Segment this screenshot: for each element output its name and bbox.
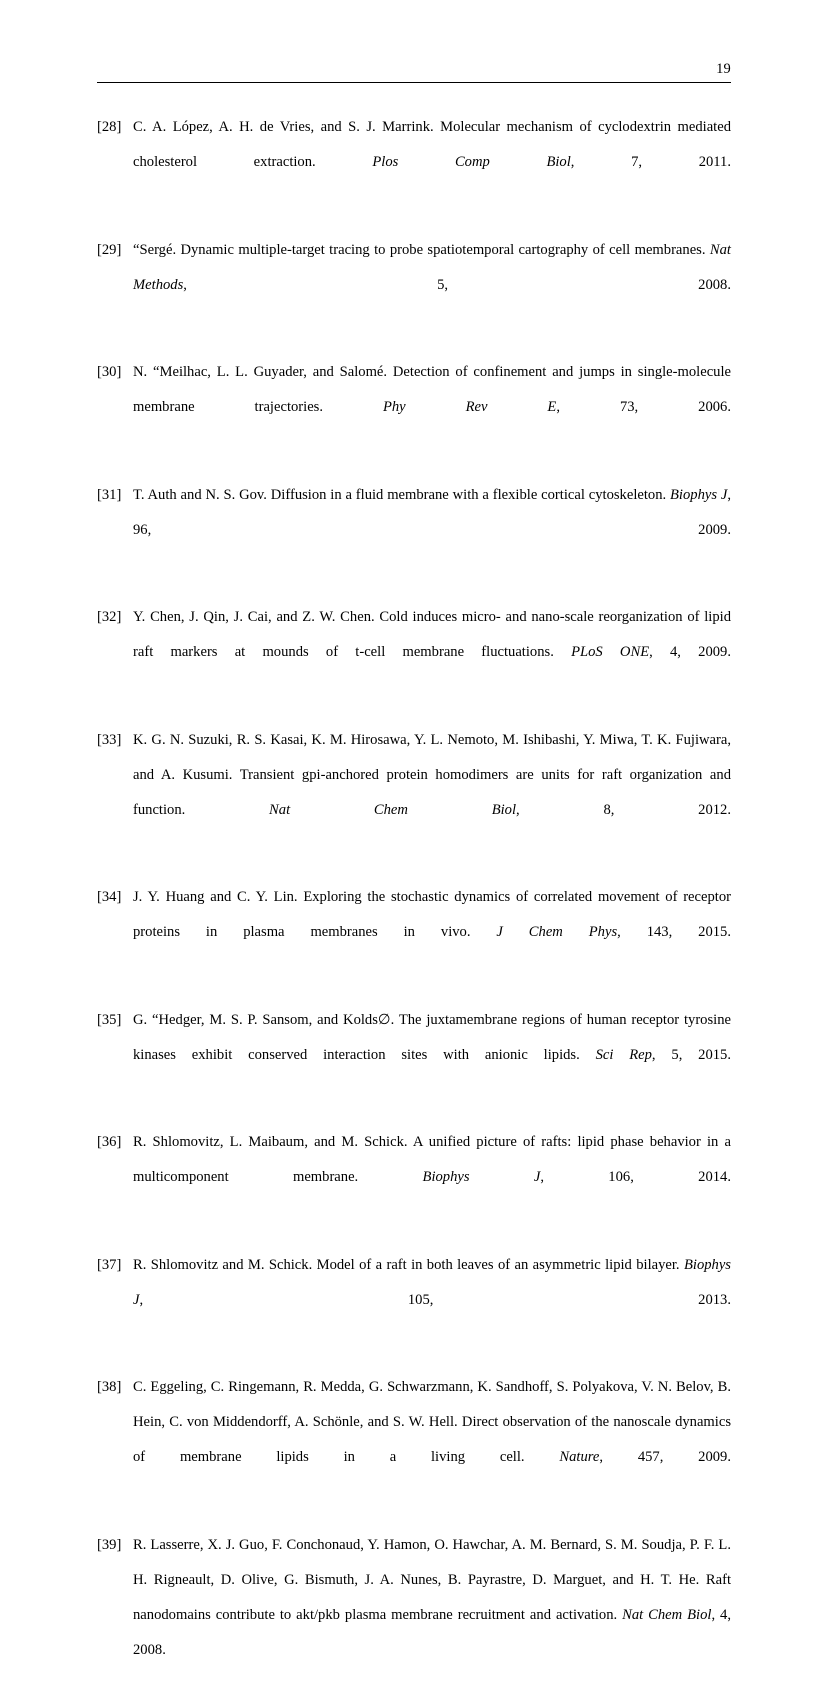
reference-text [133,110,731,215]
reference-number: [36] [97,1134,122,1150]
reference-authors-title: K. G. N. Suzuki, R. S. Kasai, K. M. Hirosawa, Y. L. Nemoto, M. Ishibashi, Y. Miwa, T. K. Fujiwara, and A. Kusumi. Transient gpi-anchored protein homodimers are units for raft organization and function. [133,731,731,818]
reference-journal: Nat Chem Biol [269,801,517,818]
reference-authors-title: C. A. López, A. H. de Vries, and S. J. Marrink. Molecular mechanism of cyclodextrin mediated cholesterol extraction. [133,119,731,170]
reference-volume-year: , 96, 2009. [133,486,731,538]
reference-authors-title: J. Y. Huang and C. Y. Lin. Exploring the stochastic dynamics of correlated movement of receptor proteins in plasma membranes in vivo. [133,889,731,940]
reference-number: [37] [97,1256,122,1273]
bibliography-entry [97,880,731,985]
reference-journal: Nature [559,1449,600,1465]
reference-number: [32] [97,609,122,625]
bibliography-entry [97,1003,731,1108]
reference-number: [33] [97,731,122,748]
reference-volume-year: , 5, 2015. [651,1046,731,1063]
reference-volume-year: , 7, 2011. [570,154,731,170]
reference-text [133,1125,731,1230]
reference-volume-year: , 143, 2015. [617,924,731,940]
reference-journal: Sci Rep [595,1046,652,1063]
reference-authors-title: N. “Meilhac, L. L. Guyader, and Salomé. Detection of confinement and jumps in single-molecule membrane trajectories. [133,364,731,415]
reference-authors-title: C. Eggeling, C. Ringemann, R. Medda, G. Schwarzmann, K. Sandhoff, S. Polyakova, V. N. Belov, B. Hein, C. von Middendorff, A. Schönle, and S. W. Hell. Direct observation of the nanoscale dynamics of membrane lipids in a living cell. [133,1379,731,1465]
reference-text [133,880,731,985]
reference-authors-title: G. “Hedger, M. S. P. Sansom, and Kolds∅. The juxtamembrane regions of human receptor tyrosine kinases exhibit conserved interaction sites with anionic lipids. [133,1011,731,1063]
reference-volume-year: , 4, 2009. [649,644,732,660]
reference-journal: Phy Rev E [382,399,557,415]
reference-volume-year: , 73, 2006. [556,399,731,415]
reference-journal: Nat Methods [133,241,731,293]
reference-journal: Nat Chem Biol [622,1606,712,1623]
reference-text [133,1003,731,1108]
bibliography-entry [97,110,731,215]
bibliography-entry [97,233,731,338]
reference-authors-title: R. Shlomovitz and M. Schick. Model of a raft in both leaves of an asymmetric lipid bilayer. [133,1256,684,1273]
reference-number: [35] [97,1011,122,1028]
reference-authors-title: R. Shlomovitz, L. Maibaum, and M. Schick. A unified picture of rafts: lipid phase behavior in a multicomponent membrane. [133,1134,731,1185]
bibliography-entry [97,600,731,705]
reference-journal: Biophys J [670,486,728,503]
reference-number: [28] [97,119,122,135]
reference-text [133,723,731,863]
reference-number: [31] [97,486,122,503]
page-header [97,60,731,83]
reference-text [133,1370,731,1510]
bibliography-entry [97,1370,731,1510]
reference-authors-title: “Sergé. Dynamic multiple-target tracing to probe spatiotemporal cartography of cell membranes. [133,241,710,258]
reference-number: [39] [97,1536,122,1553]
reference-text [133,478,731,583]
bibliography-list [97,110,731,1703]
reference-authors-title: T. Auth and N. S. Gov. Diffusion in a fluid membrane with a flexible cortical cytoskeleton. [133,486,670,503]
reference-volume-year: , 106, 2014. [540,1169,731,1185]
reference-volume-year: , 5, 2008. [183,276,731,293]
bibliography-entry [97,478,731,583]
reference-journal: Biophys J [133,1256,731,1308]
reference-volume-year: , 105, 2013. [139,1291,731,1308]
bibliography-entry [97,355,731,460]
reference-journal: Plos Comp Biol [372,154,571,170]
bibliography-entry [97,1125,731,1230]
reference-text [133,233,731,338]
reference-number: [29] [97,241,122,258]
reference-number: [34] [97,889,122,905]
reference-journal: Biophys J [422,1169,541,1185]
reference-volume-year: , 457, 2009. [599,1449,731,1465]
header-rule [97,82,731,83]
reference-text [133,1248,731,1353]
reference-volume-year: , 8, 2012. [516,801,731,818]
reference-text [133,1528,731,1703]
bibliography-entry [97,1248,731,1353]
reference-volume-year: , 4, 2008. [133,1606,731,1658]
page-number: 19 [716,61,731,77]
reference-authors-title: R. Lasserre, X. J. Guo, F. Conchonaud, Y. Hamon, O. Hawchar, A. M. Bernard, S. M. Soudja, P. F. L. H. Rigneault, D. Olive, G. Bismuth, J. A. Nunes, B. Payrastre, D. Marguet, and H. T. He. Raft nanodomains contribute to akt/pkb plasma membrane recruitment and activation. [133,1536,731,1623]
reference-authors-title: Y. Chen, J. Qin, J. Cai, and Z. W. Chen. Cold induces micro- and nano-scale reorganization of lipid raft markers at mounds of t-cell membrane fluctuations. [133,609,731,660]
bibliography-entry [97,1528,731,1703]
reference-text [133,355,731,460]
reference-journal: PLoS ONE [571,644,650,660]
bibliography-entry [97,723,731,863]
reference-journal: J Chem Phys [496,924,618,940]
reference-number: [30] [97,364,122,380]
reference-number: [38] [97,1379,122,1395]
reference-text [133,600,731,705]
